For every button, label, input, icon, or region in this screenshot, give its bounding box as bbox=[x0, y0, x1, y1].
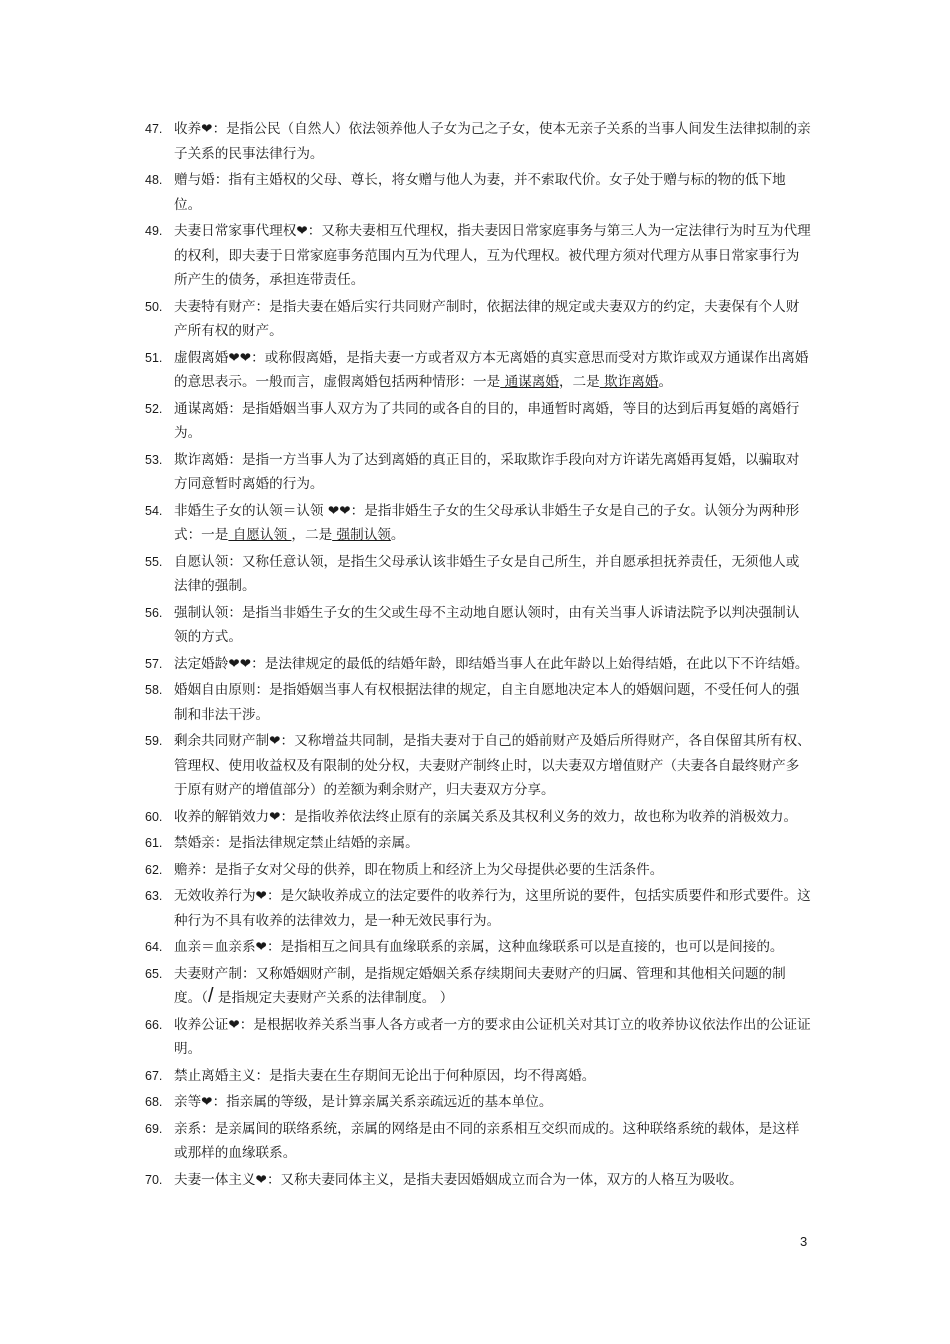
item-number: 67. bbox=[145, 1068, 163, 1083]
underlined-term: 欺诈离婚 bbox=[599, 374, 659, 390]
item-text: 赡养：是指子女对父母的供养，即在物质上和经济上为父母提供必要的生活条件。 bbox=[174, 861, 664, 878]
item-text: 法定婚龄❤❤：是法律规定的最低的结婚年龄，即结婚当事人在此年龄以上始得结婚，在此以下不许结婚。 bbox=[174, 655, 809, 672]
item-text-lead: 虚假离婚❤❤：或称假离婚，是指夫妻一方或者双方本无离婚的真实意思而受对方欺诈或双方通谋作出离婚的意思表示。一般而言，虚假离婚包括两种情形：一是 bbox=[174, 349, 809, 390]
item-number: 61. bbox=[145, 836, 163, 850]
item-text: 禁婚亲：是指法律规定禁止结婚的亲属。 bbox=[174, 835, 419, 851]
item-text: 欺诈离婚：是指一方当事人为了达到离婚的真正目的，采取欺诈手段向对方许诺先离婚再复婚，以骗取对方同意暂时离婚的行为。 bbox=[174, 451, 800, 492]
list-item bbox=[0, 295, 950, 344]
item-text: 赠与婚：指有主婚权的父母、尊长，将女赠与他人为妻，并不索取代价。女子处于赠与标的物的低下地位。 bbox=[174, 172, 786, 213]
item-text: 夫妻一体主义❤：又称夫妻同体主义，是指夫妻因婚姻成立而合为一体，双方的人格互为吸收。 bbox=[174, 1171, 743, 1188]
item-number: 55. bbox=[145, 554, 163, 569]
list-item bbox=[0, 168, 950, 217]
list-item bbox=[0, 346, 950, 395]
item-number: 57. bbox=[145, 656, 163, 671]
item-text bbox=[174, 962, 811, 1011]
list-item bbox=[0, 550, 950, 599]
list-item bbox=[0, 805, 950, 830]
list-item bbox=[0, 397, 950, 446]
list-item bbox=[0, 1064, 950, 1089]
item-number: 68. bbox=[145, 1095, 163, 1109]
item-number: 58. bbox=[145, 683, 163, 697]
item-number: 50. bbox=[145, 299, 163, 314]
list-item bbox=[0, 117, 950, 166]
item-number: 64. bbox=[145, 940, 163, 954]
item-number: 63. bbox=[145, 889, 163, 903]
list-item bbox=[0, 935, 950, 960]
item-text: 夫妻日常家事代理权❤：又称夫妻相互代理权，指夫妻因日常家庭事务与第三人为一定法律行为时互为代理的权利，即夫妻于日常家庭事务范围内互为代理人，互为代理权。被代理方须对代理方从事日常家事行为所产生的债务，承担连带责任。 bbox=[174, 223, 811, 288]
list-item bbox=[0, 1117, 950, 1166]
item-text-lead: 非婚生子女的认领＝认领 ❤❤：是指非婚生子女的生父母承认非婚生子女是自己的子女。认领分为两种形式：一是 bbox=[174, 502, 800, 543]
item-text: 婚姻自由原则：是指婚姻当事人有权根据法律的规定，自主自愿地决定本人的婚姻问题，不受任何人的强制和非法干涉。 bbox=[174, 682, 800, 723]
item-number: 52. bbox=[145, 401, 163, 416]
item-number: 70. bbox=[145, 1172, 163, 1187]
item-text: 亲等❤：指亲属的等级，是计算亲属关系亲疏远近的基本单位。 bbox=[174, 1094, 553, 1110]
list-item bbox=[0, 962, 950, 1011]
underlined-term: 自愿认领 bbox=[228, 527, 292, 543]
item-number: 65. bbox=[145, 966, 163, 981]
item-text: 强制认领：是指当非婚生子女的生父或生母不主动地自愿认领时，由有关当事人诉请法院予以判决强制认领的方式。 bbox=[174, 604, 800, 645]
item-number: 54. bbox=[145, 503, 163, 518]
item-text-lead: 夫妻财产制：又称婚姻财产制，是指规定婚姻关系存续期间夫妻财产的归属、管理和其他相关问题的制度。（ bbox=[174, 965, 786, 1006]
list-item bbox=[0, 1168, 950, 1193]
item-text bbox=[174, 346, 811, 395]
item-text: 收养❤：是指公民（自然人）依法领养他人子女为己之子女，使本无亲子关系的当事人间发生法律拟制的亲子关系的民事法律行为。 bbox=[174, 121, 811, 162]
item-text: 无效收养行为❤：是欠缺收养成立的法定要件的收养行为，这里所说的要件，包括实质要件和形式要件。这种行为不具有收养的法律效力，是一种无效民事行为。 bbox=[174, 888, 811, 929]
item-text: 血亲＝血亲系❤：是指相互之间具有血缘联系的亲属，这种血缘联系可以是直接的，也可以是间接的。 bbox=[174, 939, 784, 955]
item-text: 收养公证❤：是根据收养关系当事人各方或者一方的要求由公证机关对其订立的收养协议依法作出的公证证明。 bbox=[174, 1016, 811, 1057]
list-item bbox=[0, 858, 950, 883]
list-item bbox=[0, 499, 950, 548]
item-number: 59. bbox=[145, 734, 163, 748]
item-number: 66. bbox=[145, 1017, 163, 1032]
item-text-middle: ，二是 bbox=[558, 374, 600, 390]
item-number: 56. bbox=[145, 605, 163, 620]
glossary-list bbox=[0, 117, 950, 1194]
item-text: 通谋离婚：是指婚姻当事人双方为了共同的或各自的目的，串通暂时离婚，等目的达到后再复婚的离婚行为。 bbox=[174, 400, 800, 441]
list-item bbox=[0, 678, 950, 727]
list-item bbox=[0, 601, 950, 650]
underlined-term: 通谋离婚 bbox=[500, 374, 559, 390]
item-number: 49. bbox=[145, 224, 163, 238]
list-item bbox=[0, 1090, 950, 1115]
item-text-middle: ，二是 bbox=[291, 527, 333, 543]
item-text: 自愿认领：又称任意认领，是指生父母承认该非婚生子女是自己所生，并自愿承担抚养责任，无须他人或法律的强制。 bbox=[174, 553, 800, 594]
item-text: 禁止离婚主义：是指夫妻在生存期间无论出于何种原因，均不得离婚。 bbox=[174, 1067, 596, 1084]
list-item bbox=[0, 831, 950, 856]
item-text: 收养的解销效力❤：是指收养依法终止原有的亲属关系及其权利义务的效力，故也称为收养的消极效力。 bbox=[174, 808, 798, 825]
item-text: 亲系：是亲属间的联络系统，亲属的网络是由不同的亲系相互交织而成的。这种联络系统的载体，是这样或那样的血缘联系。 bbox=[174, 1120, 800, 1161]
list-item bbox=[0, 448, 950, 497]
item-text-end: 。 bbox=[390, 527, 405, 543]
list-item bbox=[0, 884, 950, 933]
page-number: 3 bbox=[800, 1234, 808, 1249]
item-number: 69. bbox=[145, 1121, 163, 1136]
item-text-end: 是指规定夫妻财产关系的法律制度。 ） bbox=[213, 990, 454, 1006]
list-item bbox=[0, 1013, 950, 1062]
list-item bbox=[0, 729, 950, 803]
item-number: 47. bbox=[145, 122, 163, 136]
item-text: 剩余共同财产制❤：又称增益共同制，是指夫妻对于自己的婚前财产及婚后所得财产，各自保留其所有权、管理权、使用收益权及有限制的处分权，夫妻财产制终止时，以夫妻双方增值财产（夫妻各自最终财产多于原有财产的增值部分）的差额为剩余财产，归夫妻双方分享。 bbox=[174, 733, 811, 798]
item-text bbox=[174, 499, 811, 548]
list-item bbox=[0, 652, 950, 677]
underlined-term: 强制认领 bbox=[332, 527, 391, 543]
item-number: 60. bbox=[145, 809, 163, 824]
item-number: 51. bbox=[145, 350, 163, 365]
slash-mark: / bbox=[207, 985, 214, 1007]
item-text: 夫妻特有财产：是指夫妻在婚后实行共同财产制时，依据法律的规定或夫妻双方的约定，夫妻保有个人财产所有权的财产。 bbox=[174, 298, 800, 339]
item-number: 48. bbox=[145, 173, 163, 187]
list-item bbox=[0, 219, 950, 293]
item-number: 62. bbox=[145, 862, 163, 877]
item-text-end: 。 bbox=[658, 374, 673, 390]
item-number: 53. bbox=[145, 452, 163, 467]
